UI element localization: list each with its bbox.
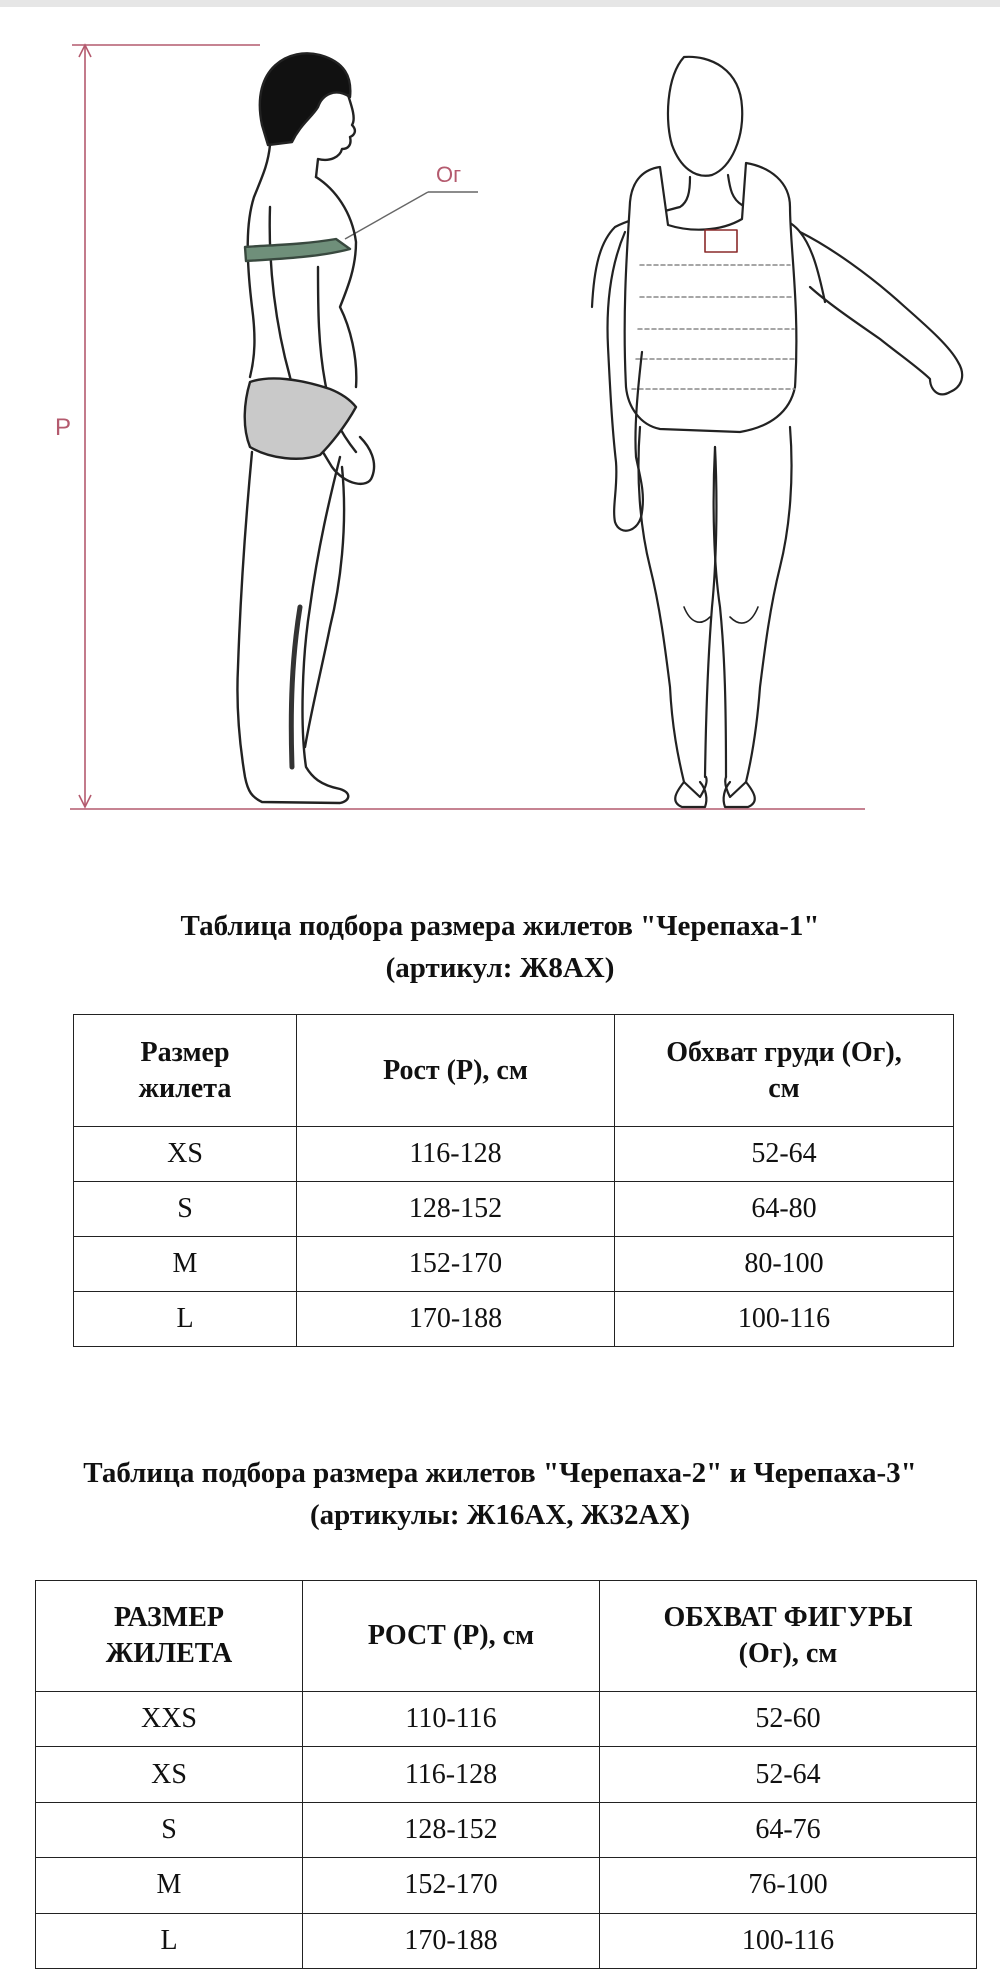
table-row xyxy=(36,1692,977,1747)
cell-height: 128-152 xyxy=(297,1182,615,1237)
cell-girth: 100-116 xyxy=(600,1913,977,1968)
cell-girth: 52-64 xyxy=(600,1747,977,1802)
header-size: Размер жилета xyxy=(74,1015,297,1127)
table-row xyxy=(74,1182,954,1237)
header-size: РАЗМЕР ЖИЛЕТА xyxy=(36,1581,303,1692)
cell-height: 152-170 xyxy=(303,1858,600,1913)
table2-title-line1: Таблица подбора размера жилетов "Черепаха-2" и Черепаха-3" xyxy=(83,1457,917,1489)
table-row xyxy=(74,1127,954,1182)
table-row xyxy=(36,1802,977,1857)
cell-size: M xyxy=(74,1237,297,1292)
cell-size: XXS xyxy=(36,1692,303,1747)
front-figure xyxy=(592,57,962,807)
chest-label: Ог xyxy=(436,162,462,187)
table-row xyxy=(74,1237,954,1292)
cell-size: L xyxy=(74,1292,297,1347)
table-row xyxy=(36,1747,977,1802)
table2-title xyxy=(0,1452,1000,1536)
table-header-row xyxy=(36,1581,977,1692)
cell-height: 128-152 xyxy=(303,1802,600,1857)
height-measure-line xyxy=(72,45,260,807)
table1-title-line1: Таблица подбора размера жилетов "Черепаха-1" xyxy=(180,910,820,942)
header-figure-girth: ОБХВАТ ФИГУРЫ (Ог), см xyxy=(600,1581,977,1692)
header-height: РОСТ (Р), см xyxy=(303,1581,600,1692)
size-table-1 xyxy=(73,1014,954,1347)
top-strip xyxy=(0,0,1000,7)
cell-size: S xyxy=(36,1802,303,1857)
side-figure xyxy=(237,53,374,803)
table-row xyxy=(36,1913,977,1968)
cell-height: 152-170 xyxy=(297,1237,615,1292)
cell-chest: 52-64 xyxy=(615,1127,954,1182)
cell-height: 116-128 xyxy=(303,1747,600,1802)
chest-leader-line xyxy=(345,192,428,239)
cell-height: 110-116 xyxy=(303,1692,600,1747)
cell-size: XS xyxy=(74,1127,297,1182)
table1-title xyxy=(0,905,1000,989)
table2-title-line2: (артикулы: Ж16АХ, Ж32АХ) xyxy=(309,1499,691,1531)
table-row xyxy=(36,1858,977,1913)
cell-girth: 52-60 xyxy=(600,1692,977,1747)
cell-girth: 64-76 xyxy=(600,1802,977,1857)
cell-chest: 64-80 xyxy=(615,1182,954,1237)
size-table-2 xyxy=(35,1580,977,1969)
cell-height: 170-188 xyxy=(297,1292,615,1347)
cell-chest: 100-116 xyxy=(615,1292,954,1347)
header-height: Рост (Р), см xyxy=(297,1015,615,1127)
cell-size: M xyxy=(36,1858,303,1913)
header-chest: Обхват груди (Ог), см xyxy=(615,1015,954,1127)
cell-girth: 76-100 xyxy=(600,1858,977,1913)
body-measurement-illustration xyxy=(0,7,1000,837)
cell-height: 170-188 xyxy=(303,1913,600,1968)
table1-title-line2: (артикул: Ж8АХ) xyxy=(385,952,615,984)
cell-size: S xyxy=(74,1182,297,1237)
height-label: P xyxy=(55,414,72,441)
table-row xyxy=(74,1292,954,1347)
table-header-row xyxy=(74,1015,954,1127)
cell-size: L xyxy=(36,1913,303,1968)
cell-chest: 80-100 xyxy=(615,1237,954,1292)
cell-height: 116-128 xyxy=(297,1127,615,1182)
cell-size: XS xyxy=(36,1747,303,1802)
